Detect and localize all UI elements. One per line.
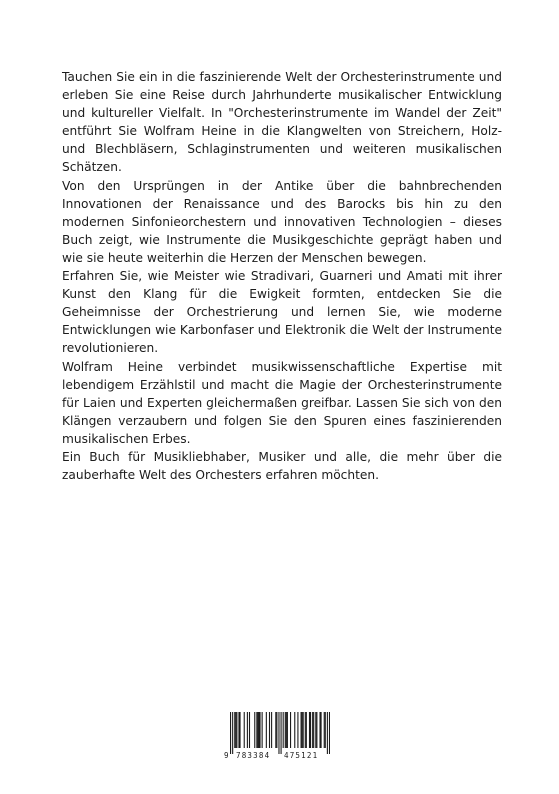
barcode-bar: [262, 712, 263, 748]
barcode-guard-bar: [278, 712, 279, 754]
barcode-left-group: 783384: [236, 751, 271, 760]
barcode-bar: [312, 712, 313, 748]
barcode-bar: [275, 712, 276, 748]
barcode-guard-bar: [327, 712, 328, 754]
barcode-bar: [316, 712, 317, 748]
barcode-bar: [315, 712, 316, 748]
back-cover-blurb: [62, 68, 502, 484]
barcode-bar: [234, 712, 235, 748]
barcode-bar: [286, 712, 287, 748]
blurb-paragraph-1: Tauchen Sie ein in die faszinierende Welt der Orchesterinstrumente und erleben Sie eine Reise durch Jahrhunderte musikalischer Entwicklung und kultureller Vielfalt. In "Orchesterinstrumente im Wandel der Zeit" entführt Sie Wolfram Heine in die Klangwelten von Streichern, Holz- und Blechbläsern, Schlaginstrumenten und weiteren musikalischen Schätzen.: [62, 70, 502, 175]
barcode-bar: [294, 712, 295, 748]
barcode-bar: [254, 712, 255, 748]
barcode-right-group: 475121: [284, 751, 319, 760]
barcode-bar: [313, 712, 314, 748]
barcode-bar: [302, 712, 303, 748]
barcode-bar: [283, 712, 284, 748]
barcode-bar: [244, 712, 245, 748]
barcode-bar: [321, 712, 322, 748]
barcode-bar: [297, 712, 298, 748]
blurb-paragraph-2: Von den Ursprüngen in der Antike über die bahnbrechenden Innovationen der Renaissance und des Barocks bis hin zu den modernen Sinfonieorchestern und innovativen Technologien – dieses Buch zeigt, wie Instrumente die Musikgeschichte geprägt haben und wie sie heute weiterhin die Herzen der Menschen bewegen.: [62, 178, 502, 265]
barcode-bar: [325, 712, 326, 748]
barcode-lead-digit: 9: [224, 751, 230, 760]
barcode-bar: [247, 712, 248, 748]
barcode-guard-bar: [281, 712, 282, 754]
barcode-bar: [271, 712, 272, 748]
blurb-paragraph-3: Erfahren Sie, wie Meister wie Stradivari, Guarneri und Amati mit ihrer Kunst den Klang für die Ewigkeit formten, entdecken Sie die Geheimnisse der Orchestrierung und lernen Sie, wie moderne Entwicklungen wie Karbonfaser und Elektronik die Welt der Instrumente revolutionieren.: [62, 269, 502, 356]
barcode-guard-bar: [230, 712, 231, 754]
barcode-bar: [310, 712, 311, 748]
barcode-bar: [266, 712, 267, 748]
barcode-guard-bar: [329, 712, 330, 754]
barcode-bar: [258, 712, 259, 748]
blurb-paragraph-5: Ein Buch für Musikliebhaber, Musiker und alle, die mehr über die zauberhafte Welt des Orchesters erfahren möchten.: [62, 449, 502, 483]
blurb-paragraph-4: Wolfram Heine verbindet musikwissenschaftliche Expertise mit lebendigem Erzählstil und macht die Magie der Orchesterinstrumente für Laien und Experten gleichermaßen greifbar. Lassen Sie sich von den Klängen verzaubern und folgen Sie den Spuren eines faszinierenden musikalischen Erbes.: [62, 359, 502, 446]
barcode-bar: [290, 712, 291, 748]
barcode-bar: [235, 712, 236, 748]
barcode-bar: [305, 712, 306, 748]
barcode-bar: [236, 712, 237, 748]
barcode-bar: [238, 712, 239, 748]
barcode-bar: [301, 712, 302, 748]
barcode-bar: [259, 712, 260, 748]
barcode-bar: [309, 712, 310, 748]
barcode-bar: [249, 712, 250, 748]
barcode-bar: [285, 712, 286, 748]
isbn-barcode: [224, 712, 336, 762]
barcode-bar: [257, 712, 258, 748]
barcode-bar: [303, 712, 304, 748]
barcode-bar: [269, 712, 270, 748]
barcode-guard-bar: [232, 712, 233, 754]
barcode-bar: [239, 712, 240, 748]
barcode-bar: [319, 712, 320, 748]
barcode-bar: [276, 712, 277, 748]
barcode-bar: [306, 712, 307, 748]
barcode-bars: [230, 712, 330, 754]
barcode-bar: [287, 712, 288, 748]
barcode-bar: [256, 712, 257, 748]
barcode-bar: [324, 712, 325, 748]
